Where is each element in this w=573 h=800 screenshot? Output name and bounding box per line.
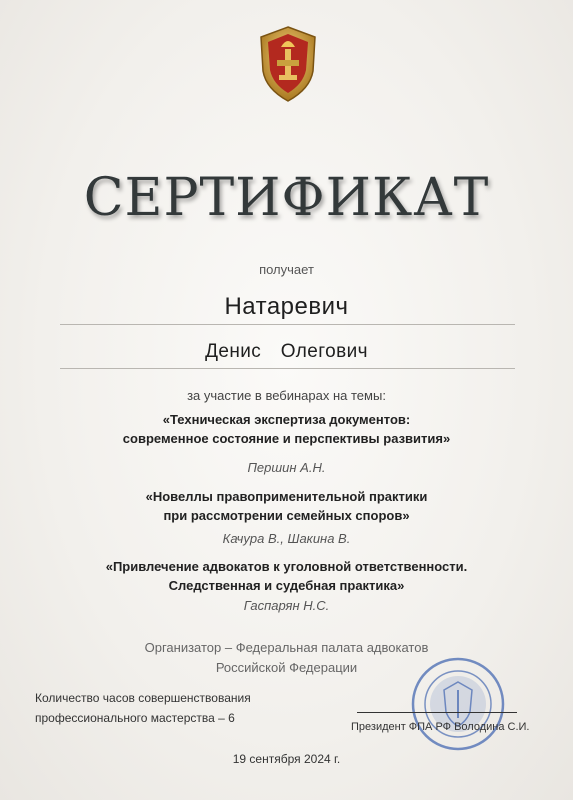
organizer-line: Организатор – Федеральная палата адвокатов xyxy=(144,640,429,655)
organizer-line: Российской Федерации xyxy=(215,660,358,675)
webinar-author: Гаспарян Н.С. xyxy=(243,598,330,613)
webinar-title-line: при рассмотрении семейных споров» xyxy=(163,508,410,523)
webinar-author: Першин А.Н. xyxy=(247,460,326,475)
receives-label: получает xyxy=(259,262,314,277)
webinar-title xyxy=(0,410,573,448)
training-hours xyxy=(35,688,251,728)
webinar-title-line: Следственная и судебная практика» xyxy=(168,578,405,593)
webinar-author: Качура В., Шакина В. xyxy=(222,531,351,546)
name-underline xyxy=(60,368,515,369)
webinar-title xyxy=(0,557,573,595)
webinar-title-line: современное состояние и перспективы развития» xyxy=(122,431,451,446)
recipient-name: Денис Олегович xyxy=(205,341,368,362)
hours-line: Количество часов совершенствования xyxy=(35,691,251,705)
round-stamp-icon xyxy=(410,656,506,752)
webinar-title-line: «Привлечение адвокатов к уголовной ответственности. xyxy=(105,559,468,574)
webinar-title-line: «Техническая экспертиза документов: xyxy=(162,412,411,427)
certificate-title: СЕРТИФИКАТ xyxy=(83,168,490,228)
participation-label: за участие в вебинарах на темы: xyxy=(187,388,386,403)
webinar-title-line: «Новеллы правоприменительной практики xyxy=(145,489,428,504)
webinar-title xyxy=(0,487,573,525)
advocates-emblem-icon xyxy=(255,25,321,103)
recipient-surname: Натаревич xyxy=(224,293,349,320)
signature-line xyxy=(357,712,517,713)
hours-line: профессионального мастерства – 6 xyxy=(35,711,235,725)
issue-date: 19 сентября 2024 г. xyxy=(232,752,341,766)
surname-underline xyxy=(60,324,515,325)
president-signature: Президент ФПА РФ Володина С.И. xyxy=(351,721,530,733)
